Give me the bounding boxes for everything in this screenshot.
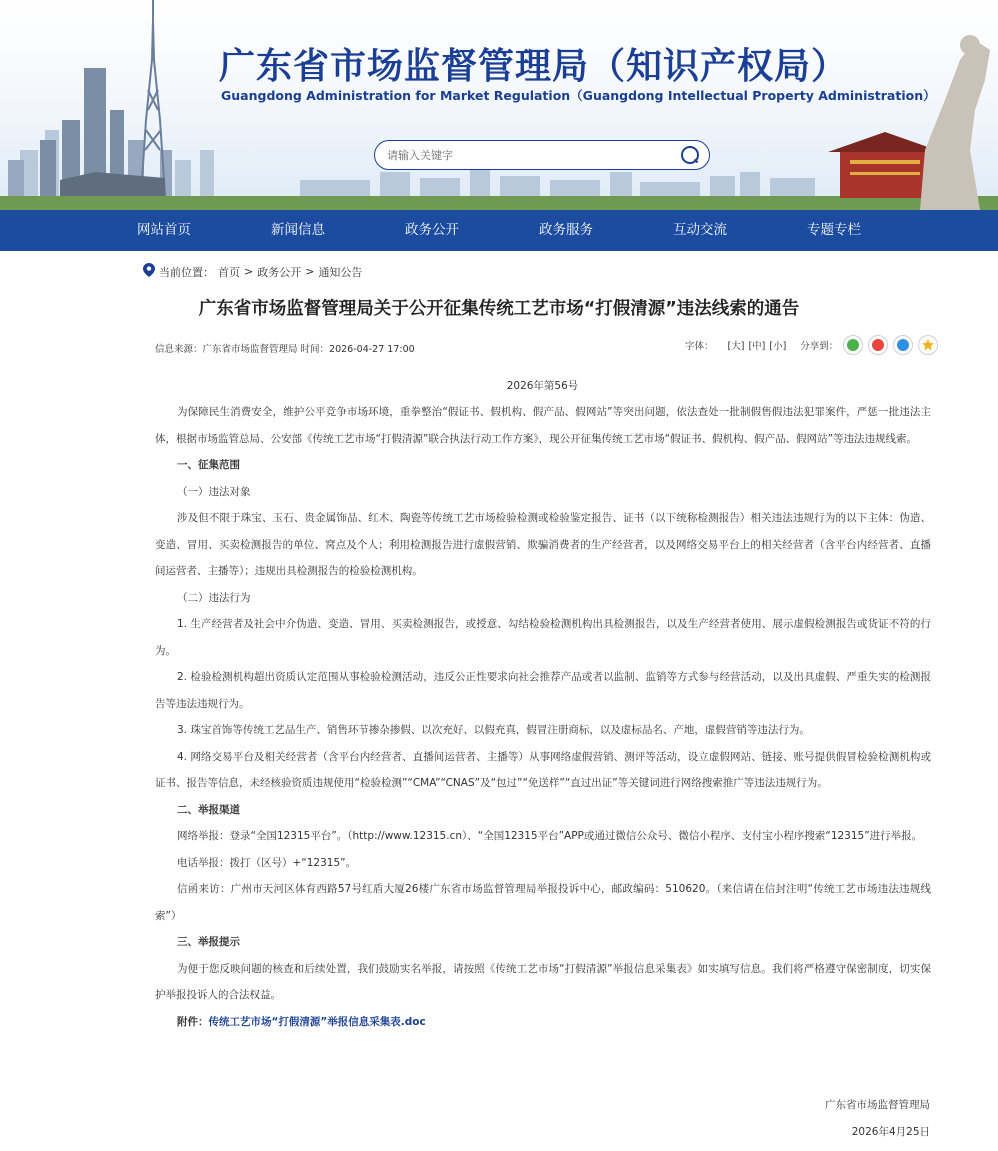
subsection-heading: （一）违法对象 — [177, 485, 251, 498]
wechat-share-icon[interactable] — [843, 335, 863, 355]
main-nav — [0, 210, 998, 251]
breadcrumb-separator: > — [244, 265, 254, 278]
breadcrumb-gov-affairs-link[interactable]: 政务公开 — [257, 265, 302, 279]
subsection-heading: （二）违法行为 — [177, 591, 251, 604]
section-heading: 三、举报提示 — [177, 936, 240, 948]
nav-item-gov-services[interactable]: 政务服务 — [539, 222, 593, 238]
share-label: 分享到： — [800, 341, 839, 352]
list-item: 4. 网络交易平台及相关经营者（含平台内经营者、直播间运营者、主播等）从事网络虚假营销、测评等活动，设立虚假网站、链接、账号提供假冒检验检测机构或证书、报告等信息，未经核验资质违规使用“检验检测”“CMA”“CNAS”及“包过”“免送样”“直过出证”等关键词进行网络搜索推广等违法违规行为。 — [155, 750, 931, 789]
favorite-star-icon[interactable] — [918, 335, 938, 355]
intro-paragraph: 为保障民生消费安全，维护公平竞争市场环境，重拳整治“假证书、假机构、假产品、假网站”等突出问题，依法查处一批制假售假违法犯罪案件，严惩一批违法主体，根据市场监管总局、公安部《传统工艺市场“打假清源”联合执法行动工作方案》，现公开征集传统工艺市场“假证书、假机构、假产品、假网站”等违法违规线索。 — [155, 406, 931, 445]
font-size-label: 字体： — [685, 341, 714, 352]
search-icon[interactable] — [679, 144, 701, 166]
signature-date: 2026年4月25日 — [851, 1126, 930, 1138]
section-heading: 二、举报渠道 — [177, 803, 240, 816]
article-source: 信息来源：广东省市场监督管理局 — [155, 344, 298, 355]
list-item: 2. 检验检测机构超出资质认定范围从事检验检测活动，违反公正性要求向社会推荐产品或者以监制、监销等方式参与经营活动，以及出具虚假、严重失实的检测报告等违法违规行为。 — [155, 671, 931, 710]
breadcrumb-home-link[interactable]: 首页 — [218, 265, 240, 279]
site-subtitle: Guangdong Administration for Market Regulation（Guangdong Intellectual Property Administration） — [221, 88, 936, 103]
search-box — [374, 140, 710, 170]
paragraph: 为便于您反映问题的核查和后续处置，我们鼓励实名举报，请按照《传统工艺市场“打假清源”举报信息采集表》如实填写信息。我们将严格遵守保密制度，切实保护举报投诉人的合法权益。 — [155, 962, 931, 1001]
font-size-large-button[interactable]: [大] — [727, 341, 745, 352]
article-body — [155, 399, 931, 1035]
nav-item-special-topics[interactable]: 专题专栏 — [807, 222, 861, 238]
document-number: 2026年第56号 — [506, 380, 579, 392]
font-size-medium-button[interactable]: [中] — [748, 341, 766, 352]
site-title: 广东省市场监督管理局（知识产权局） — [219, 46, 849, 87]
section-heading: 一、征集范围 — [177, 459, 240, 471]
location-pin-icon — [143, 263, 155, 280]
paragraph: 网络举报：登录“全国12315平台”。（http://www.12315.cn）、“全国12315平台”APP或通过微信公众号、微信小程序、支付宝小程序搜索“12315”进行举报。 — [177, 830, 923, 842]
search-input[interactable] — [387, 149, 679, 162]
city-skyline-illustration — [0, 0, 998, 210]
article-title: 广东省市场监督管理局关于公开征集传统工艺市场“打假清源”违法线索的通告 — [198, 299, 800, 319]
paragraph: 电话举报：拨打（区号）+“12315”。 — [177, 856, 357, 869]
article-time: 时间：2026-04-27 17:00 — [300, 344, 415, 355]
article-meta — [155, 341, 415, 355]
breadcrumb-notices-link[interactable]: 通知公告 — [318, 265, 363, 279]
attachment-label: 附件： — [177, 1015, 209, 1028]
nav-item-interaction[interactable]: 互动交流 — [673, 222, 727, 238]
paragraph: 涉及但不限于珠宝、玉石、贵金属饰品、红木、陶瓷等传统工艺市场检验检测或检验鉴定报告、证书（以下统称检测报告）相关违法违规行为的以下主体：伪造、变造、冒用、买卖检测报告的单位、窝点及个人；利用检测报告进行虚假营销、欺骗消费者的生产经营者，以及网络交易平台上的相关经营者（含平台内经营者、直播间运营者、主播等）；违规出具检测报告的检验检测机构。 — [155, 512, 931, 577]
paragraph: 信函来访：广州市天河区体育西路57号红盾大厦26楼广东省市场监督管理局举报投诉中心，邮政编码：510620。（来信请在信封注明“传统工艺市场违法违规线索”） — [155, 883, 931, 922]
attachment — [155, 1009, 931, 1036]
article-tools — [685, 335, 938, 355]
nav-item-home[interactable]: 网站首页 — [137, 222, 191, 238]
attachment-link[interactable]: 传统工艺市场“打假清源”举报信息采集表.doc — [208, 1015, 426, 1028]
list-item: 1. 生产经营者及社会中介伪造、变造、冒用、买卖检测报告，或授意、勾结检验检测机构出具检测报告，以及生产经营者使用、展示虚假检测报告或货证不符的行为。 — [155, 618, 931, 657]
breadcrumb — [143, 263, 362, 280]
header-banner — [0, 0, 998, 210]
nav-item-news[interactable]: 新闻信息 — [271, 222, 325, 238]
breadcrumb-separator: > — [305, 265, 315, 278]
qq-share-icon[interactable] — [893, 335, 913, 355]
list-item: 3. 珠宝首饰等传统工艺品生产、销售环节掺杂掺假、以次充好、以假充真，假冒注册商标，以及虚标品名、产地，虚假营销等违法行为。 — [177, 724, 810, 736]
font-size-small-button[interactable]: [小] — [769, 341, 787, 352]
breadcrumb-prefix: 当前位置： — [159, 265, 214, 279]
weibo-share-icon[interactable] — [868, 335, 888, 355]
signature-organization: 广东省市场监督管理局 — [825, 1099, 930, 1111]
nav-item-gov-affairs[interactable]: 政务公开 — [405, 222, 459, 238]
